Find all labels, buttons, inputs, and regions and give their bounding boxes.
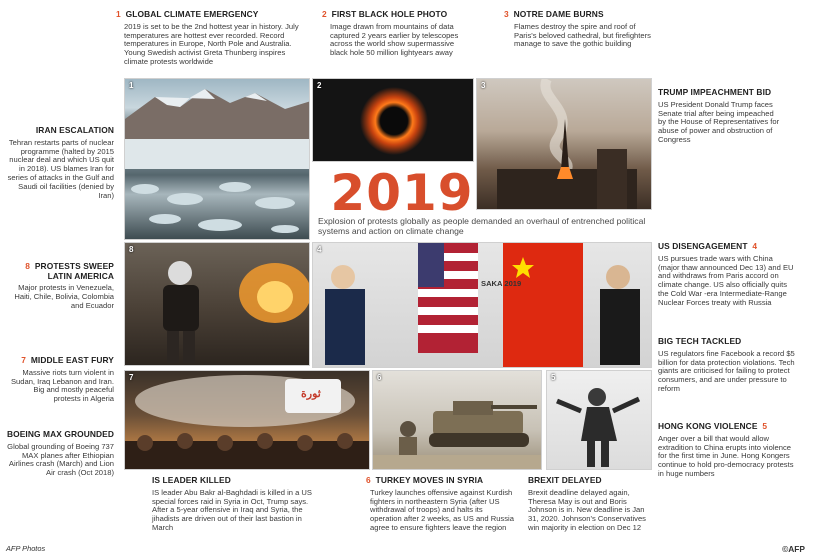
story-number: 8 bbox=[25, 261, 31, 271]
photo-number: 7 bbox=[129, 373, 134, 382]
story-number: 7 bbox=[21, 355, 26, 365]
story-title: TURKEY MOVES IN SYRIA bbox=[375, 475, 484, 485]
story-title: BREXIT DELAYED bbox=[528, 475, 602, 485]
story-title: PROTESTS SWEEP LATIN AMERICA bbox=[34, 261, 114, 281]
story-notredame bbox=[504, 10, 652, 49]
story-boeing bbox=[6, 430, 114, 478]
protest-illustration bbox=[125, 243, 310, 366]
turkey-syria-photo bbox=[372, 370, 542, 470]
photo-number: 4 bbox=[317, 245, 322, 254]
story-title: BIG TECH TACKLED bbox=[658, 336, 742, 346]
story-isleader bbox=[152, 476, 312, 533]
story-title: GLOBAL CLIMATE EMERGENCY bbox=[125, 9, 259, 19]
story-number: 4 bbox=[752, 241, 758, 251]
story-body: US President Donald Trump faces Senate trial after being impeached by the House of Representatives for abuse of power and obstruction of Congress bbox=[658, 99, 780, 145]
story-body: Brexit deadline delayed again, Theresa May is out and Boris Johnson is in. New deadline is Jan 31, 2020. Johnson's Conservatives win majority in election on Dec 12 bbox=[528, 487, 646, 533]
photo-number: 8 bbox=[129, 245, 134, 254]
story-number: 2 bbox=[322, 9, 327, 19]
story-number: 6 bbox=[366, 475, 371, 485]
story-turkey bbox=[366, 476, 516, 533]
afp-logo: ©AFP bbox=[782, 544, 805, 554]
notre-dame-illustration bbox=[477, 79, 652, 210]
story-title: NOTRE DAME BURNS bbox=[513, 9, 604, 19]
story-title: MIDDLE EAST FURY bbox=[30, 355, 114, 365]
photo-number: 6 bbox=[377, 373, 382, 382]
osaka-caption: SAKA 2019 bbox=[481, 279, 522, 288]
story-brexit bbox=[528, 476, 656, 533]
us-china-photo bbox=[312, 242, 652, 368]
notre-dame-photo bbox=[476, 78, 652, 210]
glacier-illustration bbox=[125, 79, 310, 240]
photo-credit: AFP Photos bbox=[6, 544, 46, 553]
tank-illustration bbox=[373, 371, 542, 470]
story-body: US regulators fine Facebook a record $5 billion for data protection violations. Tech giants are criticised for failing to protect consumers, and are under pressure to reform bbox=[658, 348, 795, 394]
photo-number: 5 bbox=[551, 373, 556, 382]
story-body: Image drawn from mountains of data captured 2 years earlier by telescopes across the world show supermassive black hole 50 million lightyears away bbox=[330, 21, 459, 58]
middle-east-illustration bbox=[125, 371, 370, 470]
story-body: IS leader Abu Bakr al-Baghdadi is killed in a US special forces raid in Syria in Oct, Trump says. After a 5-year offensive in Iraq and Syria, the jihadists are driven out of their last bastion in March bbox=[152, 487, 312, 533]
story-title: HONG KONG VIOLENCE bbox=[658, 421, 758, 431]
story-body: Massive riots turn violent in Sudan, Iraq Lebanon and Iran. Big and mostly peaceful protests in Algeria bbox=[10, 367, 114, 404]
story-latam bbox=[6, 262, 114, 311]
us-china-illustration bbox=[313, 243, 652, 368]
story-climate bbox=[116, 10, 306, 67]
story-bigtech bbox=[658, 337, 798, 394]
hong-kong-photo bbox=[546, 370, 652, 470]
story-title: FIRST BLACK HOLE PHOTO bbox=[331, 9, 448, 19]
story-number: 3 bbox=[504, 9, 509, 19]
glacier-photo bbox=[124, 78, 310, 240]
black-hole-photo bbox=[312, 78, 474, 162]
story-body: Tehran restarts parts of nuclear programme (halted by 2015 nuclear deal and which US quit in 2018). US blames Iran for series of attacks in the Gulf and Saudi oil facilities (denied by Iran) bbox=[7, 137, 114, 201]
story-number: 1 bbox=[116, 9, 121, 19]
story-title: IRAN ESCALATION bbox=[35, 125, 114, 135]
story-title: BOEING MAX GROUNDED bbox=[6, 429, 114, 439]
story-hongkong bbox=[658, 422, 798, 479]
story-number: 5 bbox=[762, 421, 768, 431]
photo-number: 3 bbox=[481, 81, 486, 90]
story-trump bbox=[658, 88, 780, 145]
protest-sign-text: ثورة bbox=[301, 388, 321, 400]
subtitle: Explosion of protests globally as people demanded an overhaul of entrenched political systems and action on climate change bbox=[318, 216, 646, 237]
photo-number: 2 bbox=[317, 81, 322, 90]
story-body: 2019 is set to be the 2nd hottest year in history. July temperatures are hottest ever recorded. Record temperatures in Europe, North Pole and Australia. Young Swedish activist Greta Thunberg inspires climate protests worldwide bbox=[124, 21, 299, 67]
black-hole-illustration bbox=[313, 79, 474, 162]
middle-east-protest-photo bbox=[124, 370, 370, 470]
story-mideast bbox=[6, 356, 114, 404]
latin-america-protest-photo bbox=[124, 242, 310, 366]
year-heading: 2019 bbox=[330, 164, 474, 222]
hong-kong-illustration bbox=[547, 371, 652, 470]
story-body: Anger over a bill that would allow extradition to China erupts into violence for the first time in June. Hong Kongers continue to hold pro-democracy protests in huge numbers bbox=[658, 433, 794, 479]
story-iran bbox=[6, 126, 114, 201]
story-body: Global grounding of Boeing 737 MAX planes after Ethiopian Airlines crash (March) and Lion Air crash (Oct 2018) bbox=[7, 441, 114, 478]
story-blackhole bbox=[322, 10, 472, 58]
story-usdisengage bbox=[658, 242, 796, 308]
story-body: Major protests in Venezuela, Haiti, Chile, Bolivia, Colombia and Ecuador bbox=[14, 283, 114, 310]
story-title: US DISENGAGEMENT bbox=[658, 241, 748, 251]
story-body: Flames destroy the spire and roof of Paris's beloved cathedral, but firefighters manage to save the gothic building bbox=[514, 21, 651, 49]
story-title: IS LEADER KILLED bbox=[152, 475, 231, 485]
story-body: US pursues trade wars with China (major thaw announced Dec 13) and EU and withdraws from Paris accord on climate change. US also officially quits the Cold War -era Intermediate-Range Nuclear Forces treaty with Russia bbox=[658, 253, 794, 308]
story-title: TRUMP IMPEACHMENT BID bbox=[658, 87, 772, 97]
story-body: Turkey launches offensive against Kurdish fighters in northeastern Syria (after US withdrawal of troops) and halts its operation after 2 weeks, as US and Russia agree to ensure fighters leave the region bbox=[370, 487, 514, 533]
photo-number: 1 bbox=[129, 81, 134, 90]
